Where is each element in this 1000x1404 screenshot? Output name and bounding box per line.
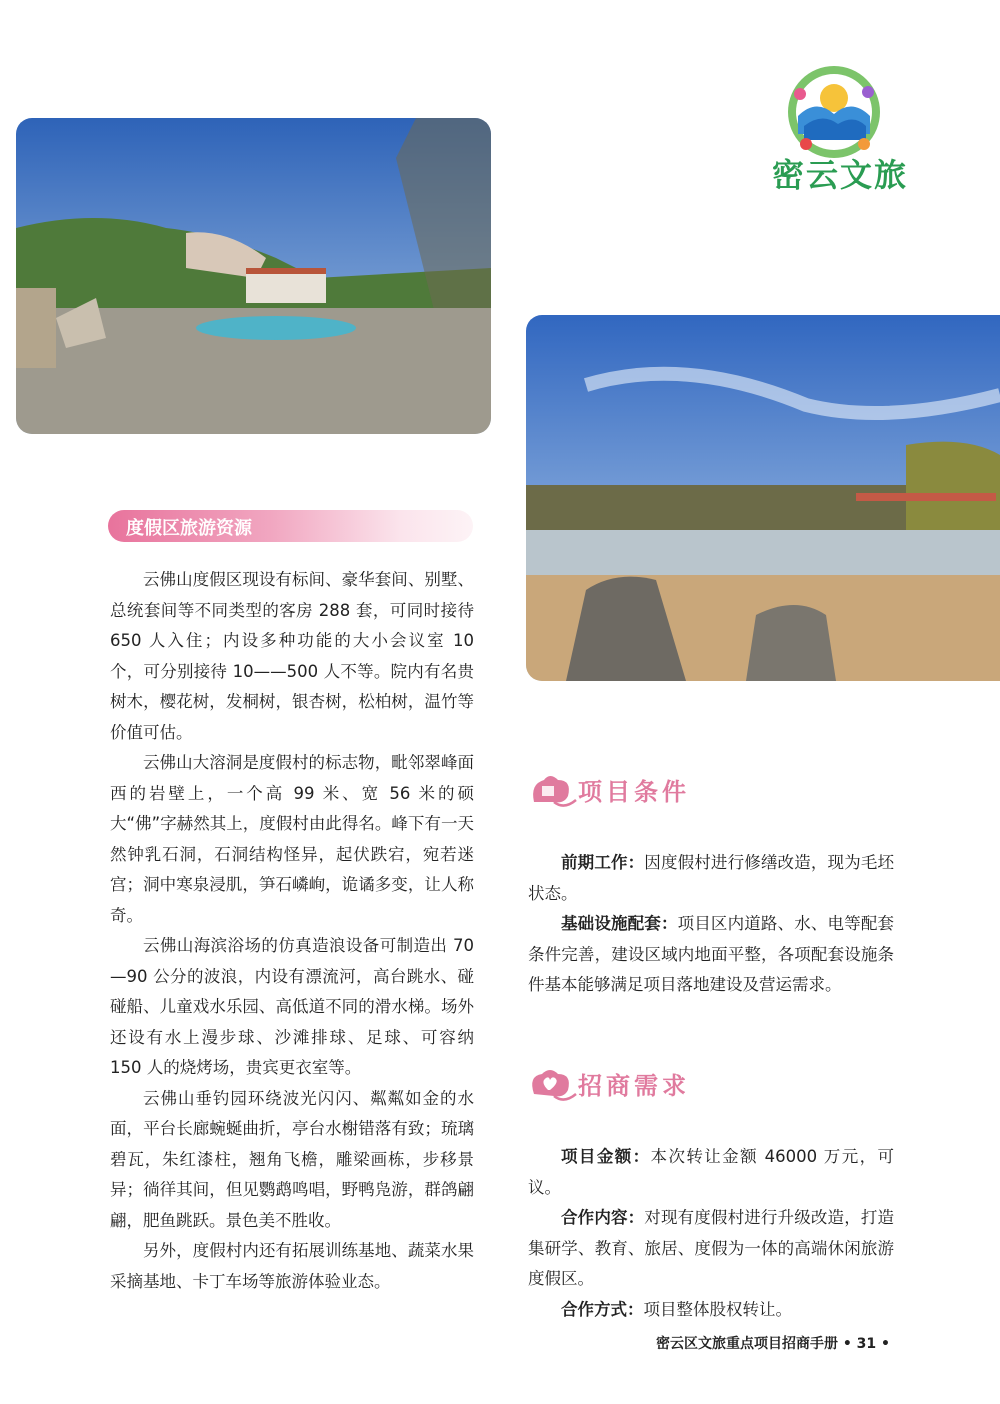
investment-item-text: 对现有度假村进行升级改造，打造集研学、教育、旅居、度假为一体的高端休闲旅游度假区。 [528,1208,895,1288]
page-footer: 密云区文旅重点项目招商手册 • 31 • [655,1336,890,1352]
conditions-body [528,848,894,1001]
heart-badge-icon [528,1064,578,1104]
conditions-item [528,909,894,1001]
section-header-investment [528,1064,728,1104]
conditions-item-label: 前期工作： [561,853,645,872]
conditions-item-text: 因度假村进行修缮改造，现为毛坯状态。 [528,853,895,903]
investment-item [528,1142,894,1203]
resources-paragraph: 云佛山大溶洞是度假村的标志物，毗邻翠峰面西的岩壁上，一个高 99 米、宽 56 米的硕大“佛”字赫然其上，度假村由此得名。峰下有一天然钟乳石洞，石洞结构怪异，起伏跌宕，宛若迷宫；洞中寒泉浸肌，笋石嶙峋，诡谲多变，让人称奇。 [110,753,474,925]
investment-item-label: 合作方式： [561,1299,644,1319]
resources-paragraph: 云佛山垂钓园环绕波光闪闪、粼粼如金的水面，平台长廊蜿蜒曲折，亭台水榭错落有致；琉璃碧瓦，朱红漆柱，翘角飞檐，雕梁画栋，步移景异；徜徉其间，但见鹦鹉鸣唱，野鸭凫游，群鸽翩翩，肥鱼跳跃。景色美不胜收。 [110,1088,474,1230]
section-title-conditions: 项目条件 [578,777,690,806]
conditions-item-label: 基础设施配套： [561,914,678,933]
investment-item-text: 本次转让金额 46000 万元，可议。 [528,1147,895,1197]
resources-paragraph: 云佛山度假区现设有标间、豪华套间、别墅、总统套间等不同类型的客房 288 套，可同时接待 650 人入住；内设多种功能的大小会议室 10 个，可分别接待 10——500 人不等。院内有名贵树木，樱花树，发桐树，银杏树，松柏树，温竹等价值可估。 [110,570,474,742]
investment-item [528,1295,894,1326]
investment-item-text: 项目整体股权转让。 [643,1299,792,1319]
conditions-item [528,848,894,909]
flower-badge-icon [528,770,578,810]
section-title-resources: 度假区旅游资源 [126,518,252,539]
section-banner-resources [108,510,473,542]
brand-logo-text: 密云文旅 [772,156,909,194]
conditions-item-text: 项目区内道路、水、电等配套条件完善，建设区域内地面平整，各项配套设施条件基本能够满足项目落地建设及营运需求。 [528,914,895,994]
resources-body [110,565,474,1297]
brand-logo-emblem [786,64,882,160]
investment-item-label: 项目金额： [561,1147,651,1166]
investment-item [528,1203,894,1295]
section-title-investment: 招商需求 [578,1071,690,1100]
resources-paragraph: 云佛山海滨浴场的仿真造浪设备可制造出 70—90 公分的波浪，内设有漂流河，高台跳水、碰碰船、儿童戏水乐园、高低道不同的滑水梯。场外还设有水上漫步球、沙滩排球、足球、可容纳 150 人的烧烤场，贵宾更衣室等。 [110,936,474,1077]
investment-item-label: 合作内容： [561,1208,645,1227]
investment-body [528,1142,894,1325]
resources-paragraph: 另外，度假村内还有拓展训练基地、蔬菜水果采摘基地、卡丁车场等旅游体验业态。 [110,1241,474,1291]
resort-pool-photo [16,118,491,434]
resort-beach-photo [526,315,1000,681]
section-header-conditions [528,770,728,810]
